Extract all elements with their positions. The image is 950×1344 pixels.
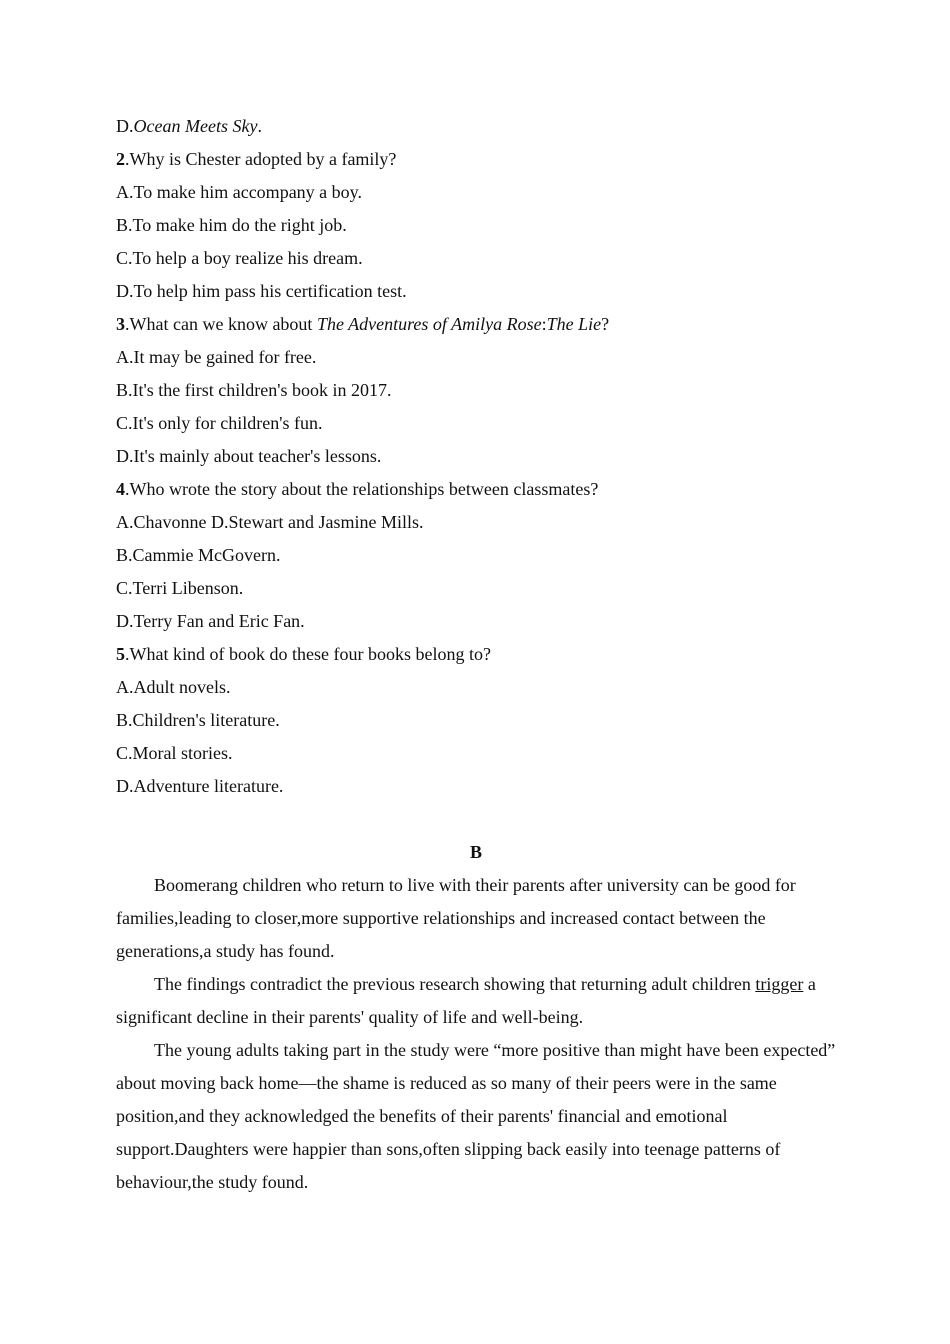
- q4-option-c: C.Terri Libenson.: [116, 578, 244, 598]
- q2-option-c: C.To help a boy realize his dream.: [116, 248, 363, 268]
- q3-stem-prefix: .What can we know about: [125, 314, 317, 334]
- q3-stem: [116, 308, 836, 341]
- q4-number: 4: [116, 479, 125, 499]
- p2-before: The findings contradict the previous research showing that returning adult children: [154, 974, 756, 994]
- section-b-title: B: [469, 842, 482, 862]
- exam-page: [116, 110, 836, 1199]
- q1-option-d: [116, 110, 836, 143]
- q3-option-b: B.It's the first children's book in 2017.: [116, 380, 392, 400]
- q5-option-c: C.Moral stories.: [116, 743, 233, 763]
- q5-stem: [116, 638, 836, 671]
- q2-stem-text: .Why is Chester adopted by a family?: [125, 149, 397, 169]
- q1-option-d-suffix: .: [257, 116, 262, 136]
- section-b-paragraph-1: Boomerang children who return to live with their parents after university can be good for families,leading to closer,more supportive relationships and increased contact between the generations,a study has found.: [116, 875, 796, 961]
- q3-stem-title1: The Adventures of Amilya Rose: [316, 314, 542, 334]
- q5-stem-text: .What kind of book do these four books belong to?: [125, 644, 491, 664]
- q3-number: 3: [116, 314, 125, 334]
- q3-option-d: D.It's mainly about teacher's lessons.: [116, 446, 382, 466]
- q4-stem: [116, 473, 836, 506]
- q1-option-d-prefix: D.: [116, 116, 134, 136]
- q2-option-d: D.To help him pass his certification test.: [116, 281, 407, 301]
- q4-option-a: A.Chavonne D.Stewart and Jasmine Mills.: [116, 512, 424, 532]
- q4-stem-text: .Who wrote the story about the relationships between classmates?: [125, 479, 599, 499]
- q1-option-d-title: Ocean Meets Sky: [133, 116, 258, 136]
- q5-option-b: B.Children's literature.: [116, 710, 280, 730]
- p2-underlined-word: trigger: [755, 974, 804, 994]
- q3-option-a: A.It may be gained for free.: [116, 347, 317, 367]
- q5-option-a: A.Adult novels.: [116, 677, 231, 697]
- q2-option-a: A.To make him accompany a boy.: [116, 182, 362, 202]
- q3-stem-title2: The Lie: [546, 314, 602, 334]
- q3-option-c: C.It's only for children's fun.: [116, 413, 323, 433]
- section-b-paragraph-3: The young adults taking part in the study were “more positive than might have been expected” about moving back home—the shame is reduced as so many of their peers were in the same position,and they acknowledged the benefits of their parents' financial and emotional support.Daughters were happier than sons,often slipping back easily into teenage patterns of behaviour,the study found.: [116, 1040, 836, 1192]
- q5-number: 5: [116, 644, 125, 664]
- p2-after: a significant decline in their parents' quality of life and well-being.: [116, 974, 816, 1027]
- q4-option-b: B.Cammie McGovern.: [116, 545, 281, 565]
- q2-option-b: B.To make him do the right job.: [116, 215, 347, 235]
- q2-number: 2: [116, 149, 125, 169]
- section-gap: [116, 803, 836, 836]
- q5-option-d: D.Adventure literature.: [116, 776, 284, 796]
- q3-stem-suffix: ?: [601, 314, 610, 334]
- section-b-paragraph-2: [116, 968, 836, 1034]
- q4-option-d: D.Terry Fan and Eric Fan.: [116, 611, 305, 631]
- q3-stem-colon: :: [541, 314, 547, 334]
- q2-stem: [116, 143, 836, 176]
